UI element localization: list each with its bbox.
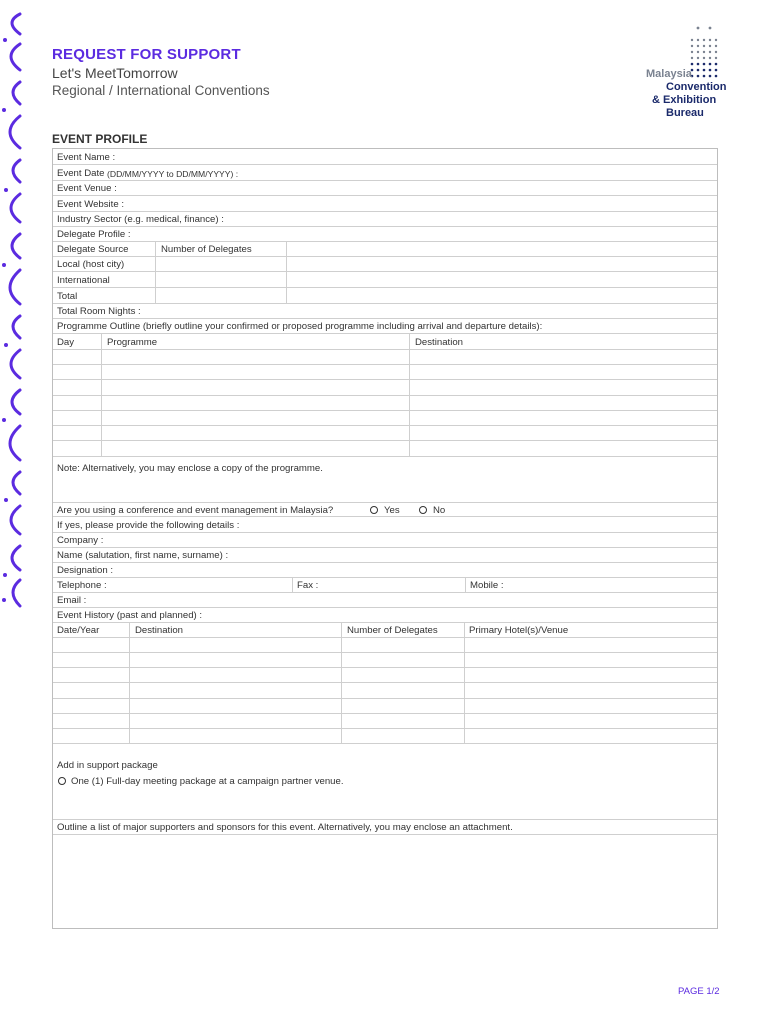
programme-header: Programme [107,337,158,348]
delegate-row-total[interactable] [53,288,717,304]
yes-radio[interactable] [370,506,378,514]
programme-col-divider-1 [101,334,102,457]
no-radio[interactable] [419,506,427,514]
history-col-divider-3 [464,623,465,744]
industry-sector-label: Industry Sector (e.g. medical, finance) : [57,214,224,225]
no-label: No [433,505,446,516]
programme-row[interactable] [53,426,717,441]
event-history-label: Event History (past and planned) : [57,610,203,621]
history-col-divider-2 [341,623,342,744]
programme-row[interactable] [53,350,717,365]
total-room-nights-field[interactable] [53,304,717,319]
history-delegates-header: Number of Delegates [347,625,438,636]
programme-outline-row [53,319,717,334]
event-date-label: Event Date [57,168,105,179]
email-field[interactable] [53,593,717,608]
history-row[interactable] [53,729,717,744]
history-row[interactable] [53,668,717,683]
programme-table-header [53,334,717,350]
form-title: REQUEST FOR SUPPORT [52,46,241,63]
history-destination-header: Destination [135,625,183,636]
delegate-table-header [53,242,717,257]
destination-header: Destination [415,337,463,348]
history-col-divider-1 [129,623,130,744]
event-name-field[interactable] [53,149,717,165]
day-header: Day [57,337,75,348]
designation-field[interactable] [53,563,717,578]
page-number: PAGE 1/2 [678,986,720,997]
logo-dots-icon [688,24,718,80]
supporters-row [53,820,717,835]
industry-sector-field[interactable] [53,212,717,227]
history-row[interactable] [53,653,717,668]
delegate-col-divider-2 [286,242,287,304]
date-year-header: Date/Year [57,625,100,636]
programme-row[interactable] [53,365,717,380]
supporters-textarea[interactable] [53,835,717,928]
delegate-total-label: Total [57,291,78,302]
event-date-format: (DD/MM/YYYY to DD/MM/YYYY) : [107,169,239,179]
programme-outline-label: Programme Outline (briefly outline your confirmed or proposed programme including arrival and departure details): [57,321,543,332]
contact-name-field[interactable] [53,548,717,563]
package-option-radio[interactable] [58,777,66,785]
form-subtitle: Regional / International Conventions [52,83,270,98]
logo-text-exhibition: & Exhibition [652,94,717,106]
programme-row[interactable] [53,380,717,396]
delegate-col-divider-1 [155,242,156,304]
event-website-field[interactable] [53,196,717,212]
event-venue-label: Event Venue : [57,183,117,194]
total-room-nights-label: Total Room Nights : [57,306,141,317]
primary-hotel-header: Primary Hotel(s)/Venue [469,625,569,636]
history-row[interactable] [53,699,717,714]
history-table-header [53,623,717,638]
section-title-event-profile: EVENT PROFILE [52,132,148,146]
supporters-label: Outline a list of major supporters and sponsors for this event. Alternatively, you may enclose an attachment. [57,822,513,833]
telephone-label: Telephone : [57,580,107,591]
event-website-label: Event Website : [57,199,125,210]
delegate-row-local[interactable] [53,257,717,272]
mycEB-logo [640,24,736,120]
history-row[interactable] [53,714,717,729]
history-row[interactable] [53,683,717,699]
logo-text-convention: Convention [666,81,727,93]
if-yes-row [53,517,717,533]
support-package-label: Add in support package [57,760,158,771]
form-tagline: Let's MeetTomorrow [52,65,178,81]
phone-row [53,578,717,593]
contact-name-label: Name (salutation, first name, surname) : [57,550,229,561]
fax-label: Fax : [297,580,319,591]
event-date-field[interactable] [53,165,717,181]
programme-row[interactable] [53,441,717,457]
designation-label: Designation : [57,565,113,576]
event-history-row [53,608,717,623]
logo-text-malaysia: Malaysia [646,68,692,80]
programme-row[interactable] [53,411,717,426]
event-name-label: Event Name : [57,152,116,163]
logo-text-bureau: Bureau [666,107,704,119]
delegate-row-international[interactable] [53,272,717,288]
delegate-local-label: Local (host city) [57,259,125,270]
conference-management-question [53,503,717,517]
event-venue-field[interactable] [53,181,717,196]
history-row[interactable] [53,638,717,653]
if-yes-label: If yes, please provide the following details : [57,520,240,531]
event-profile-form [52,148,718,929]
mobile-label: Mobile : [470,580,504,591]
decorative-pattern [0,0,22,615]
number-of-delegates-header: Number of Delegates [161,244,252,255]
yes-label: Yes [384,505,400,516]
company-label: Company : [57,535,104,546]
programme-note-label: Note: Alternatively, you may enclose a copy of the programme. [57,463,323,474]
delegate-international-label: International [57,275,110,286]
email-label: Email : [57,595,87,606]
support-package-section [53,744,717,820]
phone-col-divider-1 [292,578,293,593]
company-field[interactable] [53,533,717,548]
conference-question-label: Are you using a conference and event management in Malaysia? [57,505,334,516]
programme-col-divider-2 [409,334,410,457]
phone-col-divider-2 [465,578,466,593]
package-option-label: One (1) Full-day meeting package at a campaign partner venue. [71,776,344,787]
delegate-profile-row [53,227,717,242]
delegate-source-header: Delegate Source [57,244,129,255]
programme-row[interactable] [53,396,717,411]
programme-note-area[interactable] [53,457,717,503]
delegate-profile-label: Delegate Profile : [57,229,131,240]
